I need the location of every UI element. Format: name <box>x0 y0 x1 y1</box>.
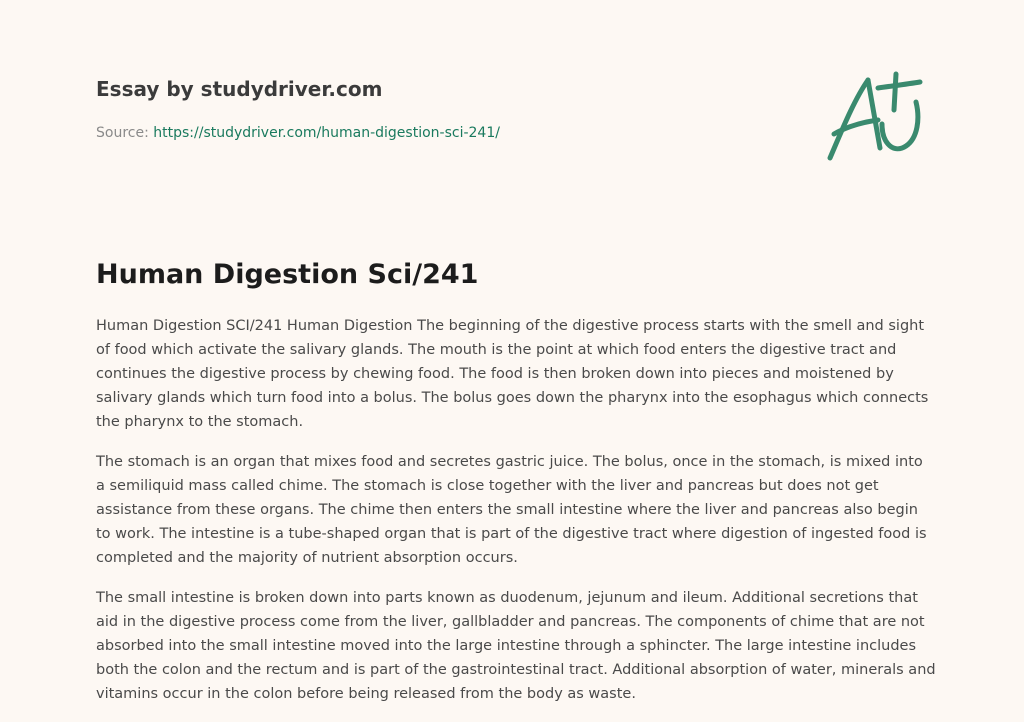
essay-body <box>96 314 936 722</box>
paragraph: Human Digestion SCI/241 Human Digestion The beginning of the digestive process starts with the smell and sight of food which activate the salivary glands. The mouth is the point at which food enters the digestive tract and continues the digestive process by chewing food. The food is then broken down into pieces and moistened by salivary glands which turn food into a bolus. The bolus goes down the pharynx into the esophagus which connects the pharynx to the stomach. <box>96 318 929 430</box>
source-link[interactable]: https://studydriver.com/human-digestion-sci-241/ <box>153 125 500 141</box>
source-line <box>96 124 796 142</box>
paragraph: The small intestine is broken down into parts known as duodenum, jejunum and ileum. Additional secretions that aid in the digestive process come from the liver, gallbladder and pancreas. The components of chime that are not absorbed into the small intestine moved into the large intestine through a sphincter. The large intestine includes both the colon and the rectum and is part of the gastrointestinal tract. Additional absorption of water, minerals and vitamins occur in the colon before being released from the body as waste. <box>96 590 936 702</box>
essay-header <box>96 74 796 142</box>
paragraph: The stomach is an organ that mixes food and secretes gastric juice. The bolus, once in the stomach, is mixed into a semiliquid mass called chime. The stomach is close together with the liver and pancreas but does not get assistance from these organs. The chime then enters the small intestine where the liver and pancreas also begin to work. The intestine is a tube-shaped organ that is part of the digestive tract where digestion of ingested food is completed and the majority of nutrient absorption occurs. <box>96 454 927 566</box>
site-title: Essay by studydriver.com <box>96 77 383 101</box>
document-title: Human Digestion Sci/241 <box>96 259 479 290</box>
source-label: Source: <box>96 125 154 141</box>
a-plus-logo-icon <box>820 68 930 164</box>
